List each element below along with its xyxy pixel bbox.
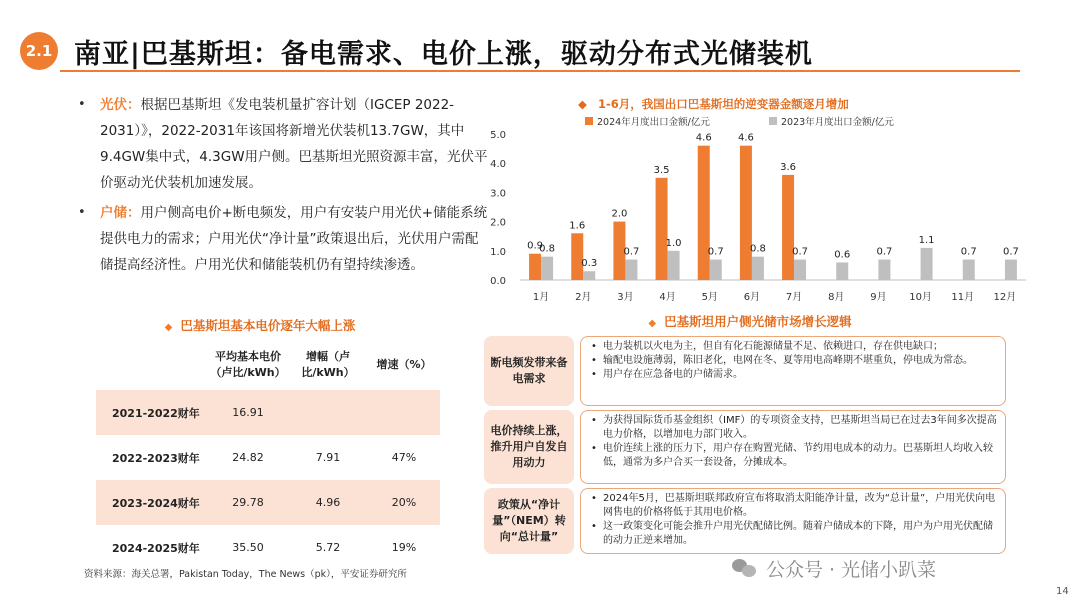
- bullet-text: 用户侧高电价+断电频发，用户有安装户用光伏+储能系统提供电力的需求；户用光伏“净计量”政策退出后，光伏用户需配储提高经济性。户用光伏和储能装机仍有望持续渗透。: [100, 205, 488, 273]
- x-tick-label: 8月: [828, 292, 845, 303]
- data-label: 0.8: [539, 243, 556, 255]
- diamond-icon: ◆: [164, 322, 173, 333]
- table-row: [96, 390, 440, 435]
- y-tick-label: 3.0: [490, 188, 506, 200]
- bar-2023: [1005, 260, 1017, 280]
- x-tick-label: 12月: [993, 292, 1017, 303]
- logic-item: • 电力装机以火电为主，但自有化石能源储量不足、依赖进口，存在供电缺口；: [589, 340, 997, 354]
- table-header-row: [96, 338, 440, 390]
- y-tick-label: 1.0: [490, 246, 506, 258]
- table-cell: 2023-2024财年: [96, 480, 208, 525]
- source-note: 资料来源：海关总署，Pakistan Today，The News（pk），平安证券研究所: [84, 569, 407, 580]
- table-row: [96, 525, 440, 570]
- electricity-price-table: [96, 338, 440, 570]
- logic-title-text: 巴基斯坦用户侧光储市场增长逻辑: [664, 314, 852, 329]
- section-badge: 2.1: [20, 32, 58, 70]
- legend-swatch: [769, 117, 777, 125]
- x-tick-label: 5月: [701, 292, 718, 303]
- logic-item: • 用户存在应急备电的户储需求。: [589, 368, 997, 382]
- x-tick-label: 2月: [575, 292, 592, 303]
- table-cell: 7.91: [315, 451, 341, 464]
- bullet-text: 根据巴基斯坦《发电装机量扩容计划（IGCEP 2022-2031）》，2022-2031年该国将新增光伏装机13.7GW，其中9.4GW集中式，4.3GW用户侧。巴基斯坦光照资源丰富，光伏平价驱动光伏装机加速发展。: [100, 97, 488, 191]
- legend-label: 2023年月度出口金额/亿元: [781, 117, 894, 128]
- logic-box: [580, 336, 1006, 406]
- table-cell: 29.78: [208, 480, 288, 525]
- logic-label: 政策从“净计量”（NEM）转向“总计量”: [484, 488, 574, 554]
- data-label: 0.7: [960, 246, 977, 258]
- y-tick-label: 5.0: [490, 130, 506, 141]
- logic-item: • 电价连续上涨的压力下，用户存在购置光储、节约用电成本的动力。巴基斯坦人均收入较低，通常为多户合买一套设备，分摊成本。: [589, 442, 997, 470]
- table-cell: 47%: [391, 451, 417, 464]
- bar-2023: [752, 257, 764, 280]
- logic-item: • 这一政策变化可能会推升户用光伏配储比例。随着户储成本的下降，用户为户用光伏配储的动力正逆来增加。: [589, 520, 997, 548]
- logic-item: • 输配电设施薄弱，陈旧老化，电网在冬、夏等用电高峰期不堪重负，停电成为常态。: [589, 354, 997, 368]
- bar-2023: [794, 260, 806, 280]
- logic-row-price: [484, 410, 1006, 484]
- bar-2023: [541, 257, 553, 280]
- table-cell: 2021-2022财年: [96, 390, 208, 435]
- x-tick-label: 3月: [617, 292, 634, 303]
- x-tick-label: 9月: [870, 292, 887, 303]
- bar-2024: [571, 233, 583, 280]
- data-label: 0.7: [623, 246, 640, 258]
- bar-2024: [782, 175, 794, 280]
- data-label: 0.7: [876, 246, 893, 258]
- bar-2023: [668, 251, 680, 280]
- bullet-dot-icon: •: [78, 97, 86, 112]
- data-label: 0.7: [1002, 246, 1019, 258]
- logic-row-backup: [484, 336, 1006, 406]
- title-divider: [60, 70, 1020, 72]
- x-tick-label: 6月: [743, 292, 761, 303]
- y-tick-label: 4.0: [490, 159, 506, 171]
- table-cell: 2024-2025财年: [112, 541, 200, 555]
- data-label: 0.3: [581, 258, 598, 270]
- bullet-keyword: 户储：: [100, 205, 141, 221]
- data-label: 1.6: [569, 220, 586, 232]
- data-label: 1.0: [665, 237, 682, 249]
- table-cell: [368, 390, 440, 435]
- table-cell: 20%: [368, 480, 440, 525]
- table-header-cell: [96, 338, 208, 390]
- bullet-keyword: 光伏：: [100, 97, 141, 113]
- table-cell: 35.50: [232, 541, 264, 554]
- x-tick-label: 1月: [532, 292, 550, 303]
- data-label: 0.6: [834, 249, 851, 261]
- bar-2024: [698, 146, 710, 280]
- chart-svg: [478, 90, 1038, 312]
- data-label: 0.8: [749, 243, 766, 255]
- bullet-list: [78, 92, 488, 282]
- table-row: [96, 435, 440, 480]
- chart-title-diamond-icon: ◆: [578, 97, 587, 111]
- logic-item: • 2024年5月，巴基斯坦联邦政府宣布将取消太阳能净计量，改为“总计量”，户用光伏向电网售电的价格将低于其用电价格。: [589, 492, 997, 520]
- bar-2024: [656, 178, 668, 280]
- logic-title: [560, 312, 940, 330]
- chart-title: 1-6月，我国出口巴基斯坦的逆变器金额逐月增加: [598, 97, 849, 111]
- data-label: 0.7: [792, 246, 809, 258]
- inverter-export-chart: [478, 90, 1038, 312]
- page-number: 14: [1056, 586, 1069, 597]
- logic-box: [580, 410, 1006, 484]
- table-cell: 24.82: [232, 451, 264, 464]
- x-tick-label: 10月: [909, 292, 932, 303]
- data-label: 1.1: [918, 234, 935, 246]
- y-tick-label: 0.0: [490, 276, 506, 287]
- legend-label: 2024年月度出口金额/亿元: [597, 117, 710, 128]
- table-cell: 5.72: [315, 541, 341, 554]
- bar-2023: [625, 260, 637, 280]
- data-label: 4.6: [695, 132, 712, 144]
- page-title: 南亚|巴基斯坦：备电需求、电价上涨，驱动分布式光储装机: [74, 39, 813, 70]
- data-label: 0.7: [707, 246, 724, 258]
- logic-row-policy: [484, 488, 1006, 554]
- watermark-text: 公众号 · 光储小趴菜: [766, 558, 937, 581]
- bar-2023: [836, 262, 848, 280]
- data-label: 2.0: [611, 208, 628, 220]
- bar-2023: [583, 271, 595, 280]
- logic-label: 电价持续上涨，推升用户自发自用动力: [484, 410, 574, 484]
- bar-2023: [878, 260, 890, 280]
- data-label: 3.5: [653, 164, 670, 176]
- logic-label: 断电频发带来备电需求: [484, 336, 574, 406]
- table-header-cell: 平均基本电价（卢比/kWh）: [210, 350, 286, 379]
- table-header-cell: 增速（%）: [376, 358, 432, 371]
- bar-2023: [921, 248, 933, 280]
- table-cell: 19%: [391, 541, 417, 554]
- bullet-dot-icon: •: [78, 205, 86, 220]
- table-cell: [288, 390, 368, 435]
- table-cell: 16.91: [208, 390, 288, 435]
- y-tick-label: 2.0: [490, 217, 506, 229]
- table-cell: 4.96: [288, 480, 368, 525]
- bar-2024: [740, 146, 752, 280]
- x-tick-label: 4月: [659, 292, 676, 303]
- logic-box: [580, 488, 1006, 554]
- bar-2023: [963, 260, 975, 280]
- table-header-cell: 增幅（卢比/kWh）: [301, 350, 355, 379]
- table-title-text: 巴基斯坦基本电价逐年大幅上涨: [180, 318, 356, 333]
- data-label: 4.6: [737, 132, 754, 144]
- data-label: 0.9: [527, 240, 544, 252]
- wechat-icon: [732, 557, 758, 579]
- x-tick-label: 11月: [951, 292, 975, 303]
- bullet-storage: [78, 200, 488, 278]
- table-cell: 2022-2023财年: [112, 451, 200, 465]
- logic-item: • 为获得国际货币基金组织（IMF）的专项资金支持，巴基斯坦当局已在过去3年间多次提高电力价格，以增加电力部门收入。: [589, 414, 997, 442]
- bar-2023: [710, 260, 722, 280]
- bullet-pv: [78, 92, 488, 196]
- bar-2024: [529, 254, 541, 280]
- legend-swatch: [585, 117, 593, 125]
- diamond-icon: ◆: [648, 318, 657, 329]
- slide-header: [0, 0, 1080, 80]
- data-label: 3.6: [780, 161, 797, 173]
- x-tick-label: 7月: [785, 292, 803, 303]
- table-title: [110, 316, 410, 334]
- table-row: [96, 480, 440, 525]
- watermark: [732, 556, 936, 580]
